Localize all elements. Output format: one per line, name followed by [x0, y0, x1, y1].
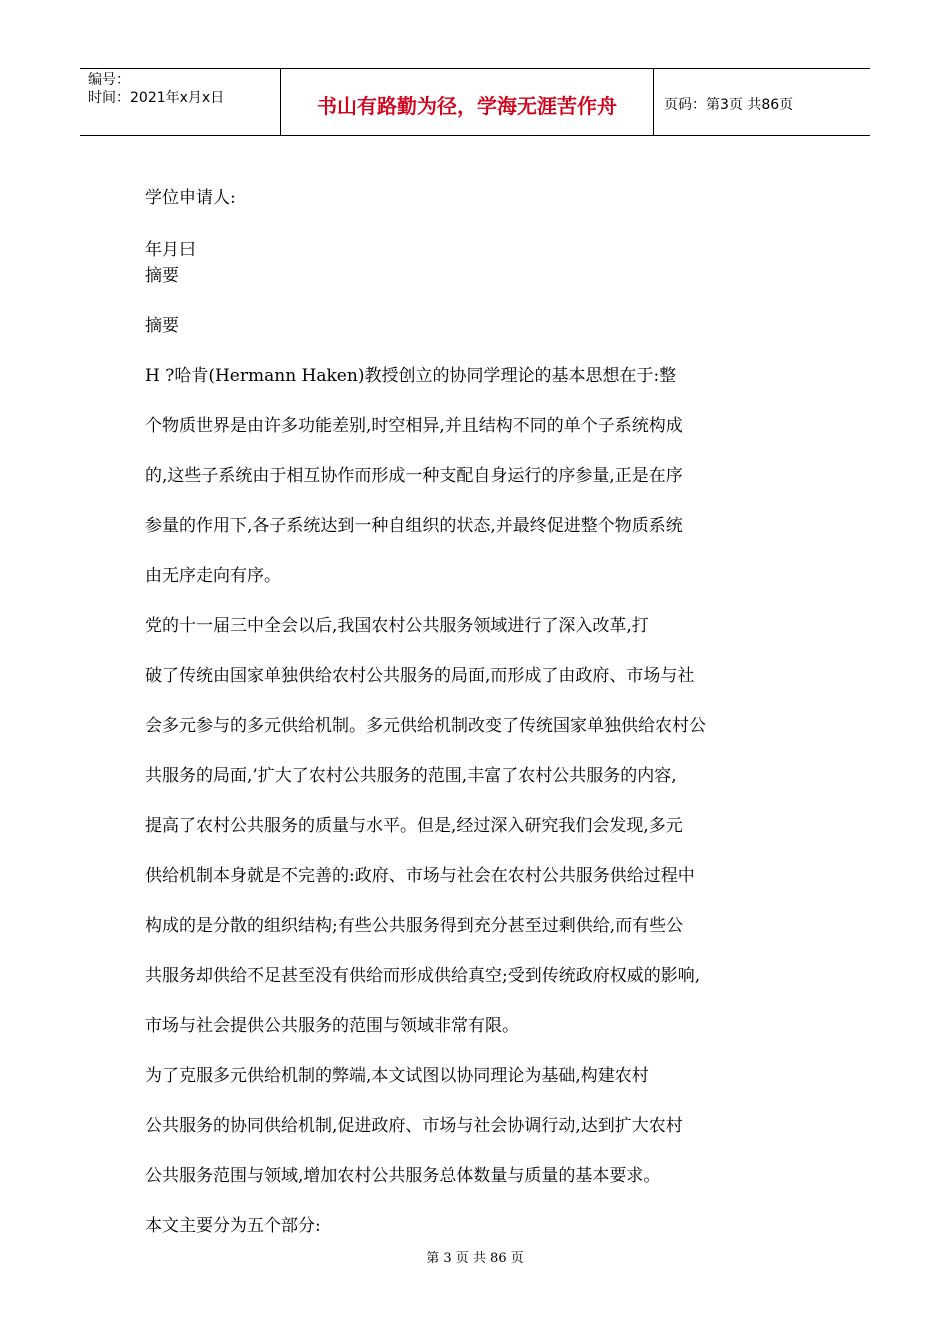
text-line: 本文主要分为五个部分:	[145, 1216, 321, 1236]
text-line: 年月曰	[145, 240, 196, 260]
text-line: 提高了农村公共服务的质量与水平。但是,经过深入研究我们会发现,多元	[145, 816, 683, 836]
text-line: 供给机制本身就是不完善的:政府、市场与社会在农村公共服务供给过程中	[145, 866, 695, 886]
document-number-label: 编号：	[88, 72, 130, 88]
text-line: 摘要	[145, 266, 179, 286]
text-line: 共服务却供给不足甚至没有供给而形成供给真空;受到传统政府权威的影响,	[145, 966, 701, 986]
text-line: 党的十一届三中全会以后,我国农村公共服务领域进行了深入改革,打	[145, 616, 649, 636]
text-line: 由无序走向有序。	[145, 566, 281, 586]
text-line: 共服务的局面,’扩大了农村公共服务的范围,丰富了农村公共服务的内容,	[145, 766, 677, 786]
header-meta	[80, 69, 281, 135]
page-header	[80, 68, 870, 136]
text-line: 公共服务范围与领域,增加农村公共服务总体数量与质量的基本要求。	[145, 1166, 661, 1186]
text-line: 市场与社会提供公共服务的范围与领域非常有限。	[145, 1016, 519, 1036]
page-footer: 第 3 页 共 86 页	[426, 1251, 524, 1266]
text-line: 学位申请人:	[145, 188, 236, 208]
section-heading: 摘要	[145, 316, 179, 336]
text-line: 公共服务的协同供给机制,促进政府、市场与社会协调行动,达到扩大农村	[145, 1116, 683, 1136]
text-line: 为了克服多元供给机制的弊端,本文试图以协同理论为基础,构建农村	[145, 1066, 649, 1086]
text-line: 构成的是分散的组织结构;有些公共服务得到充分甚至过剩供给,而有些公	[145, 916, 684, 936]
text-line: 破了传统由国家单独供给农村公共服务的局面,而形成了由政府、市场与社	[145, 666, 695, 686]
text-line: H ?哈肯(Hermann Haken)教授创立的协同学理论的基本思想在于:整	[145, 366, 677, 386]
text-line: 的,这些子系统由于相互协作而形成一种支配自身运行的序参量,正是在序	[145, 466, 683, 486]
header-motto: 书山有路勤为径，学海无涯苦作舟	[281, 69, 654, 135]
header-page-info: 页码：第3页 共86页	[664, 97, 794, 113]
text-line: 参量的作用下,各子系统达到一种自组织的状态,并最终促进整个物质系统	[145, 516, 683, 536]
document-date: 时间：2021年x月x日	[88, 90, 225, 106]
text-line: 会多元参与的多元供给机制。多元供给机制改变了传统国家单独供给农村公	[145, 716, 706, 736]
text-line: 个物质世界是由许多功能差别,时空相异,并且结构不同的单个子系统构成	[145, 416, 683, 436]
